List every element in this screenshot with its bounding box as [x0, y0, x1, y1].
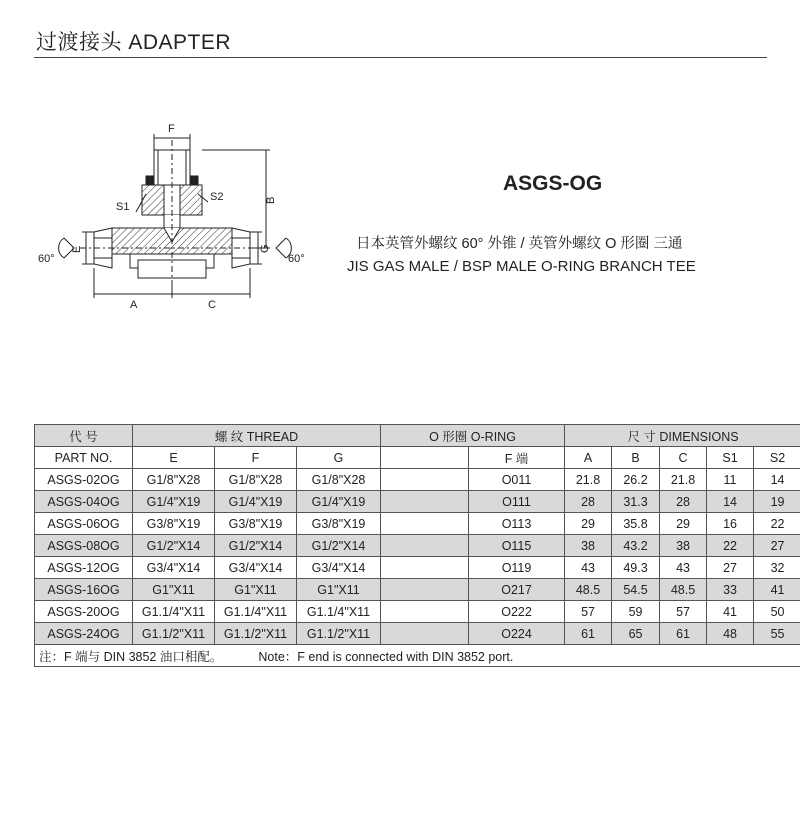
note-cell	[35, 645, 800, 667]
cell: ASGS-04OG	[35, 491, 133, 513]
cell: G1"X11	[215, 579, 297, 601]
cell: 22	[707, 535, 754, 557]
cell: G1.1/4"X11	[133, 601, 215, 623]
cell: 29	[565, 513, 612, 535]
cell: G1/2"X14	[215, 535, 297, 557]
column-header-row	[35, 447, 800, 469]
header-oring: O 形圈 O-RING	[381, 425, 565, 447]
cell: 48	[707, 623, 754, 645]
cell: O222	[469, 601, 565, 623]
col-blank	[381, 447, 469, 469]
cell: 55	[754, 623, 800, 645]
cell: O217	[469, 579, 565, 601]
cell: 11	[707, 469, 754, 491]
cell: O113	[469, 513, 565, 535]
cell: 41	[754, 579, 800, 601]
cell: 32	[754, 557, 800, 579]
table-row	[35, 557, 800, 579]
cell	[381, 535, 469, 557]
model-number: ASGS-OG	[503, 172, 603, 195]
cell: G1/4"X19	[297, 491, 381, 513]
description-en: JIS GAS MALE / BSP MALE O-RING BRANCH TEE	[347, 258, 696, 275]
cell: G1/4"X19	[215, 491, 297, 513]
cell: 38	[660, 535, 707, 557]
cell: G1"X11	[297, 579, 381, 601]
spec-table	[34, 424, 800, 667]
cell	[381, 513, 469, 535]
cell: O224	[469, 623, 565, 645]
cell: G1/4"X19	[133, 491, 215, 513]
cell: 35.8	[612, 513, 660, 535]
cell: G3/4"X14	[133, 557, 215, 579]
cell	[381, 601, 469, 623]
cell: G1/8"X28	[215, 469, 297, 491]
cell: 38	[565, 535, 612, 557]
cell: 48.5	[565, 579, 612, 601]
cell: 22	[754, 513, 800, 535]
cell: 27	[754, 535, 800, 557]
col-g: G	[297, 447, 381, 469]
cell	[381, 469, 469, 491]
cell: O119	[469, 557, 565, 579]
cell: G3/8"X19	[297, 513, 381, 535]
cell: 43	[565, 557, 612, 579]
cell: 49.3	[612, 557, 660, 579]
cell: O011	[469, 469, 565, 491]
header-code: 代 号	[35, 425, 133, 447]
label-b: B	[265, 196, 277, 204]
cell: 16	[707, 513, 754, 535]
cell: ASGS-12OG	[35, 557, 133, 579]
cell: G3/4"X14	[215, 557, 297, 579]
cell	[381, 623, 469, 645]
group-header-row	[35, 425, 800, 447]
cell: G3/4"X14	[297, 557, 381, 579]
cell: 28	[565, 491, 612, 513]
cell	[381, 491, 469, 513]
cell: G1.1/2"X11	[133, 623, 215, 645]
cell: G1.1/2"X11	[297, 623, 381, 645]
col-f-end: F 端	[469, 447, 565, 469]
table-row	[35, 535, 800, 557]
table-row	[35, 601, 800, 623]
cell: 43.2	[612, 535, 660, 557]
cell: G1/8"X28	[133, 469, 215, 491]
cell: 59	[612, 601, 660, 623]
cell: ASGS-06OG	[35, 513, 133, 535]
cell: G1.1/4"X11	[297, 601, 381, 623]
label-s2: S2	[210, 191, 224, 203]
cell: G1/8"X28	[297, 469, 381, 491]
cell: 48.5	[660, 579, 707, 601]
header-thread: 螺 纹 THREAD	[133, 425, 381, 447]
cell: 43	[660, 557, 707, 579]
cell: ASGS-20OG	[35, 601, 133, 623]
col-f: F	[215, 447, 297, 469]
angle-left: 60°	[38, 253, 55, 265]
col-part-no: PART NO.	[35, 447, 133, 469]
label-s1: S1	[116, 201, 130, 213]
cell: 14	[707, 491, 754, 513]
cell: O115	[469, 535, 565, 557]
table-row	[35, 491, 800, 513]
cell: 31.3	[612, 491, 660, 513]
col-e: E	[133, 447, 215, 469]
header-dimensions: 尺 寸 DIMENSIONS	[565, 425, 800, 447]
cell: ASGS-08OG	[35, 535, 133, 557]
label-e: E	[71, 245, 83, 253]
page-title: 过渡接头 ADAPTER	[36, 31, 232, 54]
cell: 29	[660, 513, 707, 535]
cell: G1/2"X14	[133, 535, 215, 557]
table-row	[35, 469, 800, 491]
table-row	[35, 513, 800, 535]
col-s1: S1	[707, 447, 754, 469]
cell: 28	[660, 491, 707, 513]
cell: 14	[754, 469, 800, 491]
cell: 50	[754, 601, 800, 623]
title-divider	[34, 57, 767, 58]
cell: 57	[660, 601, 707, 623]
col-a: A	[565, 447, 612, 469]
description-cn: 日本英管外螺纹 60° 外锥 / 英管外螺纹 O 形圈 三通	[356, 236, 683, 252]
angle-right: 60°	[288, 253, 305, 265]
cell: 19	[754, 491, 800, 513]
cell: 27	[707, 557, 754, 579]
cell: 61	[660, 623, 707, 645]
cell: G1.1/4"X11	[215, 601, 297, 623]
cell: G3/8"X19	[215, 513, 297, 535]
cell: 61	[565, 623, 612, 645]
cell: G1"X11	[133, 579, 215, 601]
cell: ASGS-02OG	[35, 469, 133, 491]
label-g: G	[259, 244, 271, 253]
cell: 57	[565, 601, 612, 623]
col-b: B	[612, 447, 660, 469]
cell: 41	[707, 601, 754, 623]
label-f: F	[168, 123, 175, 135]
cell: 21.8	[565, 469, 612, 491]
label-a: A	[130, 299, 138, 310]
label-c: C	[208, 299, 216, 310]
cell: 65	[612, 623, 660, 645]
cell: 54.5	[612, 579, 660, 601]
cell: O111	[469, 491, 565, 513]
col-c: C	[660, 447, 707, 469]
note-row	[35, 645, 800, 667]
cell: ASGS-16OG	[35, 579, 133, 601]
table-row	[35, 623, 800, 645]
cell: G3/8"X19	[133, 513, 215, 535]
cell: 33	[707, 579, 754, 601]
cell	[381, 557, 469, 579]
cell: G1/2"X14	[297, 535, 381, 557]
cell: ASGS-24OG	[35, 623, 133, 645]
cell	[381, 579, 469, 601]
cell: 26.2	[612, 469, 660, 491]
table-row	[35, 579, 800, 601]
cell: 21.8	[660, 469, 707, 491]
cell: G1.1/2"X11	[215, 623, 297, 645]
note-en: Note：F end is connected with DIN 3852 port.	[258, 649, 514, 664]
note-cn: 注：F 端与 DIN 3852 油口相配。	[39, 649, 223, 664]
col-s2: S2	[754, 447, 800, 469]
fitting-drawing	[30, 120, 320, 310]
